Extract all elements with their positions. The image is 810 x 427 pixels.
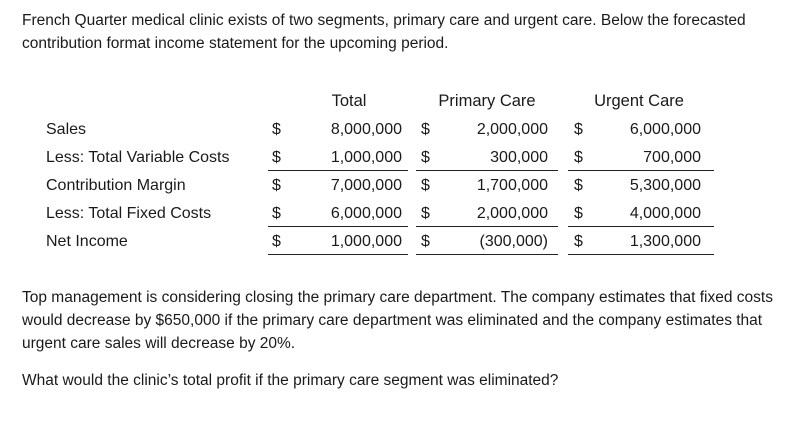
- underline: [268, 170, 408, 171]
- row-label: Less: Total Variable Costs: [46, 149, 230, 166]
- currency-symbol: $: [574, 149, 583, 166]
- table-row-fixed-costs: [46, 200, 726, 228]
- currency-symbol: $: [421, 233, 430, 250]
- currency-symbol: $: [421, 177, 430, 194]
- table-row-net-income: [46, 228, 726, 256]
- column-header-urgent-care: Urgent Care: [594, 92, 684, 110]
- currency-symbol: $: [272, 205, 281, 222]
- table-row-variable-costs: [46, 144, 726, 172]
- underline: [268, 226, 408, 227]
- underline: [268, 254, 408, 255]
- total-value: 6,000,000: [330, 205, 402, 222]
- urgent-care-value: 1,300,000: [629, 233, 701, 250]
- row-label: Less: Total Fixed Costs: [46, 205, 212, 222]
- primary-care-value: (300,000): [479, 233, 548, 250]
- total-value: 1,000,000: [330, 233, 402, 250]
- currency-symbol: $: [272, 121, 281, 138]
- currency-symbol: $: [574, 205, 583, 222]
- currency-symbol: $: [272, 177, 281, 194]
- underline: [568, 254, 714, 255]
- row-label: Sales: [46, 121, 87, 138]
- table-row-contribution-margin: [46, 172, 726, 200]
- urgent-care-value: 5,300,000: [629, 177, 701, 194]
- currency-symbol: $: [272, 233, 281, 250]
- intro-paragraph: French Quarter medical clinic exists of two segments, primary care and urgent care. Below the forecasted contribution format income statement for the upcoming period.: [22, 12, 746, 52]
- currency-symbol: $: [421, 149, 430, 166]
- urgent-care-value: 4,000,000: [629, 205, 701, 222]
- urgent-care-value: 700,000: [643, 149, 701, 166]
- currency-symbol: $: [574, 177, 583, 194]
- underline: [568, 170, 714, 171]
- currency-symbol: $: [272, 149, 281, 166]
- currency-symbol: $: [574, 121, 583, 138]
- income-statement-table: [46, 88, 726, 258]
- urgent-care-value: 6,000,000: [629, 121, 701, 138]
- column-header-total: Total: [331, 92, 367, 110]
- total-value: 8,000,000: [330, 121, 402, 138]
- scenario-paragraph: Top management is considering closing the primary care department. The company estimates that fixed costs would decrease by $650,000 if the primary care department was eliminated and the company estimates that urgent care sales will decrease by 20%.: [22, 289, 773, 352]
- underline: [416, 254, 558, 255]
- currency-symbol: $: [421, 205, 430, 222]
- currency-symbol: $: [421, 121, 430, 138]
- underline: [416, 226, 558, 227]
- question-paragraph: What would the clinic’s total profit if the primary care segment was eliminated?: [22, 372, 559, 389]
- currency-symbol: $: [574, 233, 583, 250]
- total-value: 7,000,000: [330, 177, 402, 194]
- column-header-primary-care: Primary Care: [438, 92, 536, 110]
- primary-care-value: 300,000: [490, 149, 548, 166]
- total-value: 1,000,000: [330, 149, 402, 166]
- table-row-sales: [46, 116, 726, 144]
- primary-care-value: 2,000,000: [476, 121, 548, 138]
- primary-care-value: 2,000,000: [476, 205, 548, 222]
- underline: [568, 226, 714, 227]
- primary-care-value: 1,700,000: [476, 177, 548, 194]
- row-label: Contribution Margin: [46, 177, 186, 194]
- underline: [416, 170, 558, 171]
- row-label: Net Income: [46, 233, 128, 250]
